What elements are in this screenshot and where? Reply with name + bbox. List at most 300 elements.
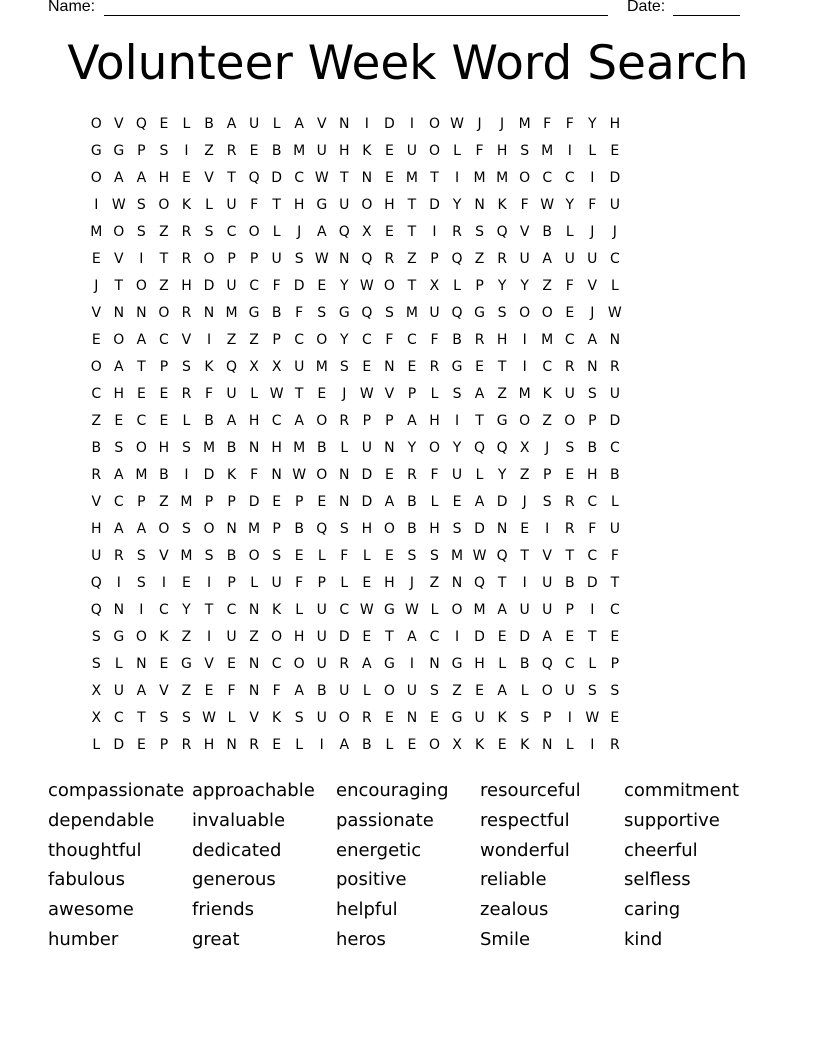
grid-letter[interactable]: Q [226, 359, 238, 375]
grid-letter[interactable]: M [180, 494, 193, 510]
grid-letter[interactable]: D [519, 629, 531, 645]
grid-letter[interactable]: O [293, 656, 305, 672]
grid-letter[interactable]: F [295, 305, 304, 321]
grid-letter[interactable]: B [362, 737, 372, 753]
grid-letter[interactable]: E [136, 737, 146, 753]
grid-letter[interactable]: T [497, 575, 507, 591]
grid-letter[interactable]: L [430, 602, 439, 618]
grid-letter[interactable]: O [541, 683, 553, 699]
grid-letter[interactable]: Z [249, 629, 259, 645]
grid-letter[interactable]: S [159, 143, 169, 159]
grid-letter[interactable]: F [204, 386, 214, 402]
grid-letter[interactable]: U [609, 521, 620, 537]
grid-letter[interactable]: P [475, 278, 484, 294]
grid-letter[interactable]: F [272, 683, 281, 699]
grid-letter[interactable]: E [452, 494, 462, 510]
grid-letter[interactable]: B [407, 494, 417, 510]
grid-letter[interactable]: U [316, 629, 327, 645]
grid-letter[interactable]: R [564, 521, 575, 537]
grid-letter[interactable]: N [339, 116, 350, 132]
grid-letter[interactable]: N [429, 656, 440, 672]
grid-letter[interactable]: I [545, 521, 550, 537]
grid-letter[interactable]: N [248, 683, 260, 699]
grid-letter[interactable]: E [182, 170, 191, 186]
grid-letter[interactable]: N [248, 602, 260, 618]
grid-letter[interactable]: A [316, 224, 327, 240]
grid-letter[interactable]: C [542, 170, 553, 186]
grid-letter[interactable]: M [405, 305, 418, 321]
grid-letter[interactable]: S [452, 386, 462, 402]
grid-letter[interactable]: J [409, 575, 414, 591]
grid-letter[interactable]: E [227, 656, 236, 672]
grid-letter[interactable]: E [520, 521, 530, 537]
grid-letter[interactable]: E [362, 359, 372, 375]
grid-letter[interactable]: G [383, 602, 395, 618]
grid-letter[interactable]: T [227, 170, 236, 186]
grid-letter[interactable]: D [338, 629, 350, 645]
grid-letter[interactable]: H [181, 278, 192, 294]
grid-letter[interactable]: C [339, 602, 350, 618]
grid-letter[interactable]: N [113, 602, 125, 618]
grid-letter[interactable]: I [184, 467, 189, 483]
grid-letter[interactable]: A [114, 170, 124, 186]
grid-letter[interactable]: U [542, 575, 553, 591]
grid-letter[interactable]: Z [497, 386, 507, 402]
grid-letter[interactable]: U [406, 683, 418, 699]
grid-letter[interactable]: W [585, 710, 600, 726]
grid-letter[interactable]: D [361, 467, 373, 483]
grid-letter[interactable]: Y [340, 332, 349, 348]
grid-letter[interactable]: P [227, 251, 236, 267]
grid-letter[interactable]: Z [519, 467, 530, 483]
grid-letter[interactable]: O [338, 710, 350, 726]
grid-letter[interactable]: Y [520, 278, 529, 294]
grid-letter[interactable]: Z [249, 332, 259, 348]
grid-letter[interactable]: S [430, 683, 439, 699]
grid-letter[interactable]: T [340, 170, 349, 186]
grid-letter[interactable]: U [226, 386, 237, 402]
grid-letter[interactable]: Y [588, 116, 597, 132]
grid-letter[interactable]: H [203, 737, 215, 753]
grid-letter[interactable]: H [361, 521, 373, 537]
grid-letter[interactable]: N [271, 467, 282, 483]
grid-letter[interactable]: U [429, 305, 440, 321]
grid-letter[interactable]: I [116, 575, 121, 591]
grid-letter[interactable]: O [248, 548, 260, 564]
grid-letter[interactable]: G [451, 710, 463, 726]
grid-letter[interactable]: J [500, 116, 505, 132]
grid-letter[interactable]: I [454, 629, 460, 645]
grid-letter[interactable]: U [316, 656, 327, 672]
grid-letter[interactable]: M [473, 170, 486, 186]
grid-letter[interactable]: G [113, 143, 125, 159]
grid-letter[interactable]: C [587, 548, 598, 564]
grid-letter[interactable]: S [182, 521, 191, 537]
grid-letter[interactable]: Y [497, 467, 507, 483]
grid-letter[interactable]: Q [496, 440, 508, 456]
grid-letter[interactable]: I [454, 413, 460, 429]
grid-letter[interactable]: P [542, 467, 552, 483]
grid-letter[interactable]: H [474, 656, 485, 672]
grid-letter[interactable]: W [202, 710, 216, 726]
grid-letter[interactable]: O [383, 683, 395, 699]
grid-letter[interactable]: F [227, 683, 236, 699]
grid-letter[interactable]: Q [135, 116, 147, 132]
grid-letter[interactable]: A [136, 521, 147, 537]
grid-letter[interactable]: E [475, 359, 484, 375]
grid-letter[interactable]: S [520, 143, 530, 159]
grid-letter[interactable]: X [429, 278, 440, 294]
grid-letter[interactable]: A [114, 467, 124, 483]
grid-letter[interactable]: S [317, 305, 327, 321]
grid-letter[interactable]: M [293, 143, 306, 159]
grid-letter[interactable]: M [473, 602, 486, 618]
grid-letter[interactable]: W [292, 467, 307, 483]
grid-letter[interactable]: Z [429, 575, 440, 591]
grid-letter[interactable]: R [361, 710, 372, 726]
grid-letter[interactable]: U [294, 359, 305, 375]
grid-letter[interactable]: F [340, 548, 349, 564]
grid-letter[interactable]: F [295, 575, 304, 591]
grid-letter[interactable]: G [383, 656, 395, 672]
grid-letter[interactable]: O [428, 737, 440, 753]
grid-letter[interactable]: M [225, 305, 238, 321]
grid-letter[interactable]: L [498, 656, 507, 672]
grid-letter[interactable]: S [182, 359, 191, 375]
grid-letter[interactable]: O [203, 521, 215, 537]
grid-letter[interactable]: M [450, 548, 464, 564]
grid-letter[interactable]: D [586, 575, 598, 591]
grid-letter[interactable]: N [226, 521, 237, 537]
grid-letter[interactable]: H [158, 170, 170, 186]
grid-letter[interactable]: M [405, 170, 418, 186]
grid-letter[interactable]: B [542, 224, 553, 240]
grid-letter[interactable]: M [135, 467, 148, 483]
grid-letter[interactable]: U [587, 251, 598, 267]
grid-letter[interactable]: Q [248, 170, 260, 186]
grid-letter[interactable]: Z [181, 683, 192, 699]
grid-letter[interactable]: E [610, 143, 620, 159]
grid-letter[interactable]: V [384, 386, 395, 402]
grid-letter[interactable]: E [384, 224, 394, 240]
grid-letter[interactable]: U [339, 683, 350, 699]
grid-letter[interactable]: Z [159, 278, 169, 294]
grid-letter[interactable]: H [384, 197, 395, 213]
grid-letter[interactable]: U [542, 602, 553, 618]
grid-letter[interactable]: R [181, 251, 192, 267]
grid-letter[interactable]: E [407, 737, 417, 753]
grid-letter[interactable]: Q [451, 305, 463, 321]
grid-letter[interactable]: A [474, 494, 485, 510]
grid-letter[interactable]: S [339, 521, 349, 537]
grid-letter[interactable]: L [362, 683, 371, 699]
grid-letter[interactable]: J [590, 305, 595, 321]
grid-letter[interactable]: U [226, 629, 237, 645]
grid-letter[interactable]: U [564, 251, 575, 267]
grid-letter[interactable]: R [474, 332, 485, 348]
grid-letter[interactable]: L [588, 143, 597, 159]
grid-letter[interactable]: G [181, 656, 192, 672]
grid-letter[interactable]: U [271, 575, 282, 591]
grid-letter[interactable]: R [91, 467, 102, 483]
grid-letter[interactable]: R [339, 413, 350, 429]
grid-letter[interactable]: E [610, 710, 620, 726]
grid-letter[interactable]: P [272, 332, 281, 348]
grid-letter[interactable]: U [519, 251, 530, 267]
grid-letter[interactable]: N [541, 737, 553, 753]
grid-letter[interactable]: S [272, 548, 282, 564]
grid-letter[interactable]: H [113, 386, 125, 402]
grid-letter[interactable]: A [136, 170, 147, 186]
grid-letter[interactable]: N [136, 305, 147, 321]
grid-letter[interactable]: F [565, 116, 574, 132]
grid-letter[interactable]: Q [316, 521, 328, 537]
grid-letter[interactable]: U [316, 602, 327, 618]
grid-letter[interactable]: P [249, 251, 259, 267]
grid-letter[interactable]: V [519, 224, 530, 240]
grid-letter[interactable]: L [205, 197, 213, 213]
grid-letter[interactable]: T [588, 629, 597, 645]
grid-letter[interactable]: A [136, 683, 147, 699]
grid-letter[interactable]: W [607, 305, 622, 321]
grid-letter[interactable]: U [316, 143, 327, 159]
grid-letter[interactable]: B [407, 521, 417, 537]
grid-letter[interactable]: M [180, 548, 193, 564]
grid-letter[interactable]: K [362, 143, 372, 159]
grid-letter[interactable]: U [316, 710, 327, 726]
grid-letter[interactable]: A [226, 413, 237, 429]
grid-letter[interactable]: R [181, 386, 192, 402]
grid-letter[interactable]: I [139, 602, 144, 618]
grid-letter[interactable]: P [610, 656, 620, 672]
grid-letter[interactable]: Y [340, 278, 349, 294]
grid-letter[interactable]: R [226, 143, 237, 159]
grid-letter[interactable]: J [477, 116, 482, 132]
grid-letter[interactable]: F [588, 197, 597, 213]
grid-letter[interactable]: G [474, 305, 485, 321]
grid-letter[interactable]: Q [451, 251, 463, 267]
grid-letter[interactable]: E [91, 332, 101, 348]
grid-letter[interactable]: E [497, 737, 507, 753]
grid-letter[interactable]: M [518, 116, 531, 132]
grid-letter[interactable]: S [136, 224, 146, 240]
grid-letter[interactable]: O [158, 521, 170, 537]
grid-letter[interactable]: S [610, 683, 620, 699]
grid-letter[interactable]: E [294, 548, 304, 564]
grid-letter[interactable]: X [452, 737, 462, 753]
grid-letter[interactable]: U [361, 440, 372, 456]
grid-letter[interactable]: L [182, 116, 191, 132]
grid-letter[interactable]: L [340, 575, 349, 591]
grid-letter[interactable]: C [564, 332, 575, 348]
grid-letter[interactable]: T [520, 548, 529, 564]
grid-letter[interactable]: E [407, 359, 417, 375]
grid-letter[interactable]: L [272, 116, 281, 132]
grid-letter[interactable]: A [294, 116, 304, 132]
grid-letter[interactable]: F [520, 197, 529, 213]
grid-letter[interactable]: V [204, 170, 214, 186]
grid-letter[interactable]: H [248, 413, 260, 429]
grid-letter[interactable]: Z [474, 251, 485, 267]
grid-letter[interactable]: E [610, 629, 620, 645]
grid-letter[interactable]: T [497, 359, 507, 375]
grid-letter[interactable]: K [181, 197, 192, 213]
grid-letter[interactable]: O [519, 413, 531, 429]
grid-letter[interactable]: C [226, 602, 237, 618]
grid-letter[interactable]: D [609, 170, 621, 186]
grid-letter[interactable]: H [339, 143, 350, 159]
grid-letter[interactable]: H [271, 440, 282, 456]
grid-letter[interactable]: S [430, 548, 439, 564]
grid-letter[interactable]: P [294, 494, 304, 510]
grid-letter[interactable]: L [272, 224, 281, 240]
grid-letter[interactable]: D [113, 737, 125, 753]
grid-letter[interactable]: F [430, 332, 439, 348]
grid-letter[interactable]: L [250, 386, 258, 402]
grid-letter[interactable]: B [587, 440, 598, 456]
grid-letter[interactable]: T [204, 602, 214, 618]
grid-letter[interactable]: C [226, 224, 237, 240]
grid-letter[interactable]: D [609, 413, 621, 429]
grid-letter[interactable]: E [249, 143, 259, 159]
grid-letter[interactable]: N [361, 170, 373, 186]
grid-letter[interactable]: O [113, 332, 125, 348]
grid-letter[interactable]: R [384, 251, 395, 267]
grid-letter[interactable]: O [135, 278, 147, 294]
grid-letter[interactable]: A [136, 332, 147, 348]
grid-letter[interactable]: O [248, 224, 260, 240]
grid-letter[interactable]: E [317, 386, 327, 402]
grid-letter[interactable]: A [362, 656, 372, 672]
grid-letter[interactable]: L [385, 737, 394, 753]
grid-letter[interactable]: B [204, 413, 214, 429]
grid-letter[interactable]: F [565, 278, 574, 294]
grid-letter[interactable]: F [543, 116, 552, 132]
grid-letter[interactable]: U [609, 197, 620, 213]
grid-letter[interactable]: F [250, 467, 259, 483]
grid-letter[interactable]: W [359, 602, 374, 618]
grid-letter[interactable]: A [226, 116, 237, 132]
grid-letter[interactable]: X [362, 224, 372, 240]
grid-letter[interactable]: B [226, 440, 237, 456]
grid-letter[interactable]: B [519, 656, 530, 672]
grid-letter[interactable]: O [451, 602, 463, 618]
grid-letter[interactable]: U [406, 143, 418, 159]
grid-letter[interactable]: O [541, 305, 553, 321]
grid-letter[interactable]: S [136, 575, 146, 591]
grid-letter[interactable]: T [407, 278, 417, 294]
grid-letter[interactable]: H [91, 521, 102, 537]
grid-letter[interactable]: P [317, 575, 326, 591]
grid-letter[interactable]: H [609, 116, 621, 132]
grid-letter[interactable]: S [136, 197, 146, 213]
grid-letter[interactable]: A [114, 521, 124, 537]
grid-letter[interactable]: T [294, 386, 304, 402]
grid-letter[interactable]: E [475, 683, 484, 699]
grid-letter[interactable]: E [182, 575, 191, 591]
grid-letter[interactable]: C [587, 494, 598, 510]
grid-letter[interactable]: I [590, 170, 595, 186]
grid-letter[interactable]: A [114, 359, 124, 375]
grid-letter[interactable]: D [203, 467, 215, 483]
grid-letter[interactable]: N [136, 656, 147, 672]
grid-letter[interactable]: D [271, 170, 283, 186]
grid-letter[interactable]: O [383, 521, 395, 537]
grid-letter[interactable]: I [206, 629, 212, 645]
grid-letter[interactable]: D [248, 494, 260, 510]
grid-letter[interactable]: N [339, 494, 350, 510]
grid-letter[interactable]: Q [541, 656, 553, 672]
grid-letter[interactable]: L [182, 413, 191, 429]
grid-letter[interactable]: N [248, 656, 260, 672]
grid-letter[interactable]: Z [204, 143, 214, 159]
grid-letter[interactable]: W [450, 116, 464, 132]
grid-letter[interactable]: I [409, 656, 414, 672]
grid-letter[interactable]: I [319, 737, 324, 753]
grid-letter[interactable]: E [430, 710, 439, 726]
grid-letter[interactable]: Z [159, 224, 169, 240]
grid-letter[interactable]: I [206, 575, 212, 591]
grid-letter[interactable]: H [429, 413, 440, 429]
grid-letter[interactable]: Z [159, 494, 169, 510]
grid-letter[interactable]: K [497, 710, 507, 726]
grid-letter[interactable]: L [610, 278, 619, 294]
grid-letter[interactable]: L [453, 143, 461, 159]
grid-letter[interactable]: O [271, 629, 283, 645]
grid-letter[interactable]: S [204, 548, 214, 564]
grid-letter[interactable]: K [226, 467, 237, 483]
grid-letter[interactable]: T [385, 629, 394, 645]
grid-letter[interactable]: C [609, 251, 620, 267]
grid-letter[interactable]: M [315, 359, 328, 375]
grid-letter[interactable]: B [610, 467, 620, 483]
grid-letter[interactable]: S [407, 548, 417, 564]
grid-letter[interactable]: V [91, 494, 102, 510]
grid-letter[interactable]: O [316, 467, 328, 483]
grid-letter[interactable]: G [338, 305, 350, 321]
grid-letter[interactable]: C [136, 413, 147, 429]
grid-letter[interactable]: A [542, 629, 552, 645]
grid-letter[interactable]: Y [407, 440, 417, 456]
grid-letter[interactable]: D [474, 521, 485, 537]
grid-letter[interactable]: T [272, 197, 281, 213]
grid-letter[interactable]: S [565, 440, 575, 456]
grid-letter[interactable]: S [339, 359, 349, 375]
grid-letter[interactable]: N [451, 575, 463, 591]
grid-letter[interactable]: K [204, 359, 214, 375]
grid-letter[interactable]: S [475, 224, 485, 240]
grid-letter[interactable]: L [295, 737, 304, 753]
grid-letter[interactable]: L [114, 656, 123, 672]
grid-letter[interactable]: N [609, 332, 621, 348]
grid-letter[interactable]: O [316, 413, 328, 429]
grid-letter[interactable]: L [250, 575, 258, 591]
grid-letter[interactable]: E [384, 710, 394, 726]
grid-letter[interactable]: I [522, 575, 527, 591]
grid-letter[interactable]: L [565, 224, 574, 240]
grid-letter[interactable]: C [361, 332, 372, 348]
grid-letter[interactable]: O [428, 116, 440, 132]
grid-letter[interactable]: A [384, 494, 395, 510]
grid-letter[interactable]: A [339, 737, 350, 753]
grid-letter[interactable]: G [90, 143, 102, 159]
grid-letter[interactable]: Y [497, 278, 507, 294]
grid-letter[interactable]: O [428, 143, 440, 159]
grid-letter[interactable]: G [451, 359, 463, 375]
grid-letter[interactable]: E [497, 629, 507, 645]
grid-letter[interactable]: P [159, 737, 169, 753]
grid-letter[interactable]: V [159, 683, 169, 699]
